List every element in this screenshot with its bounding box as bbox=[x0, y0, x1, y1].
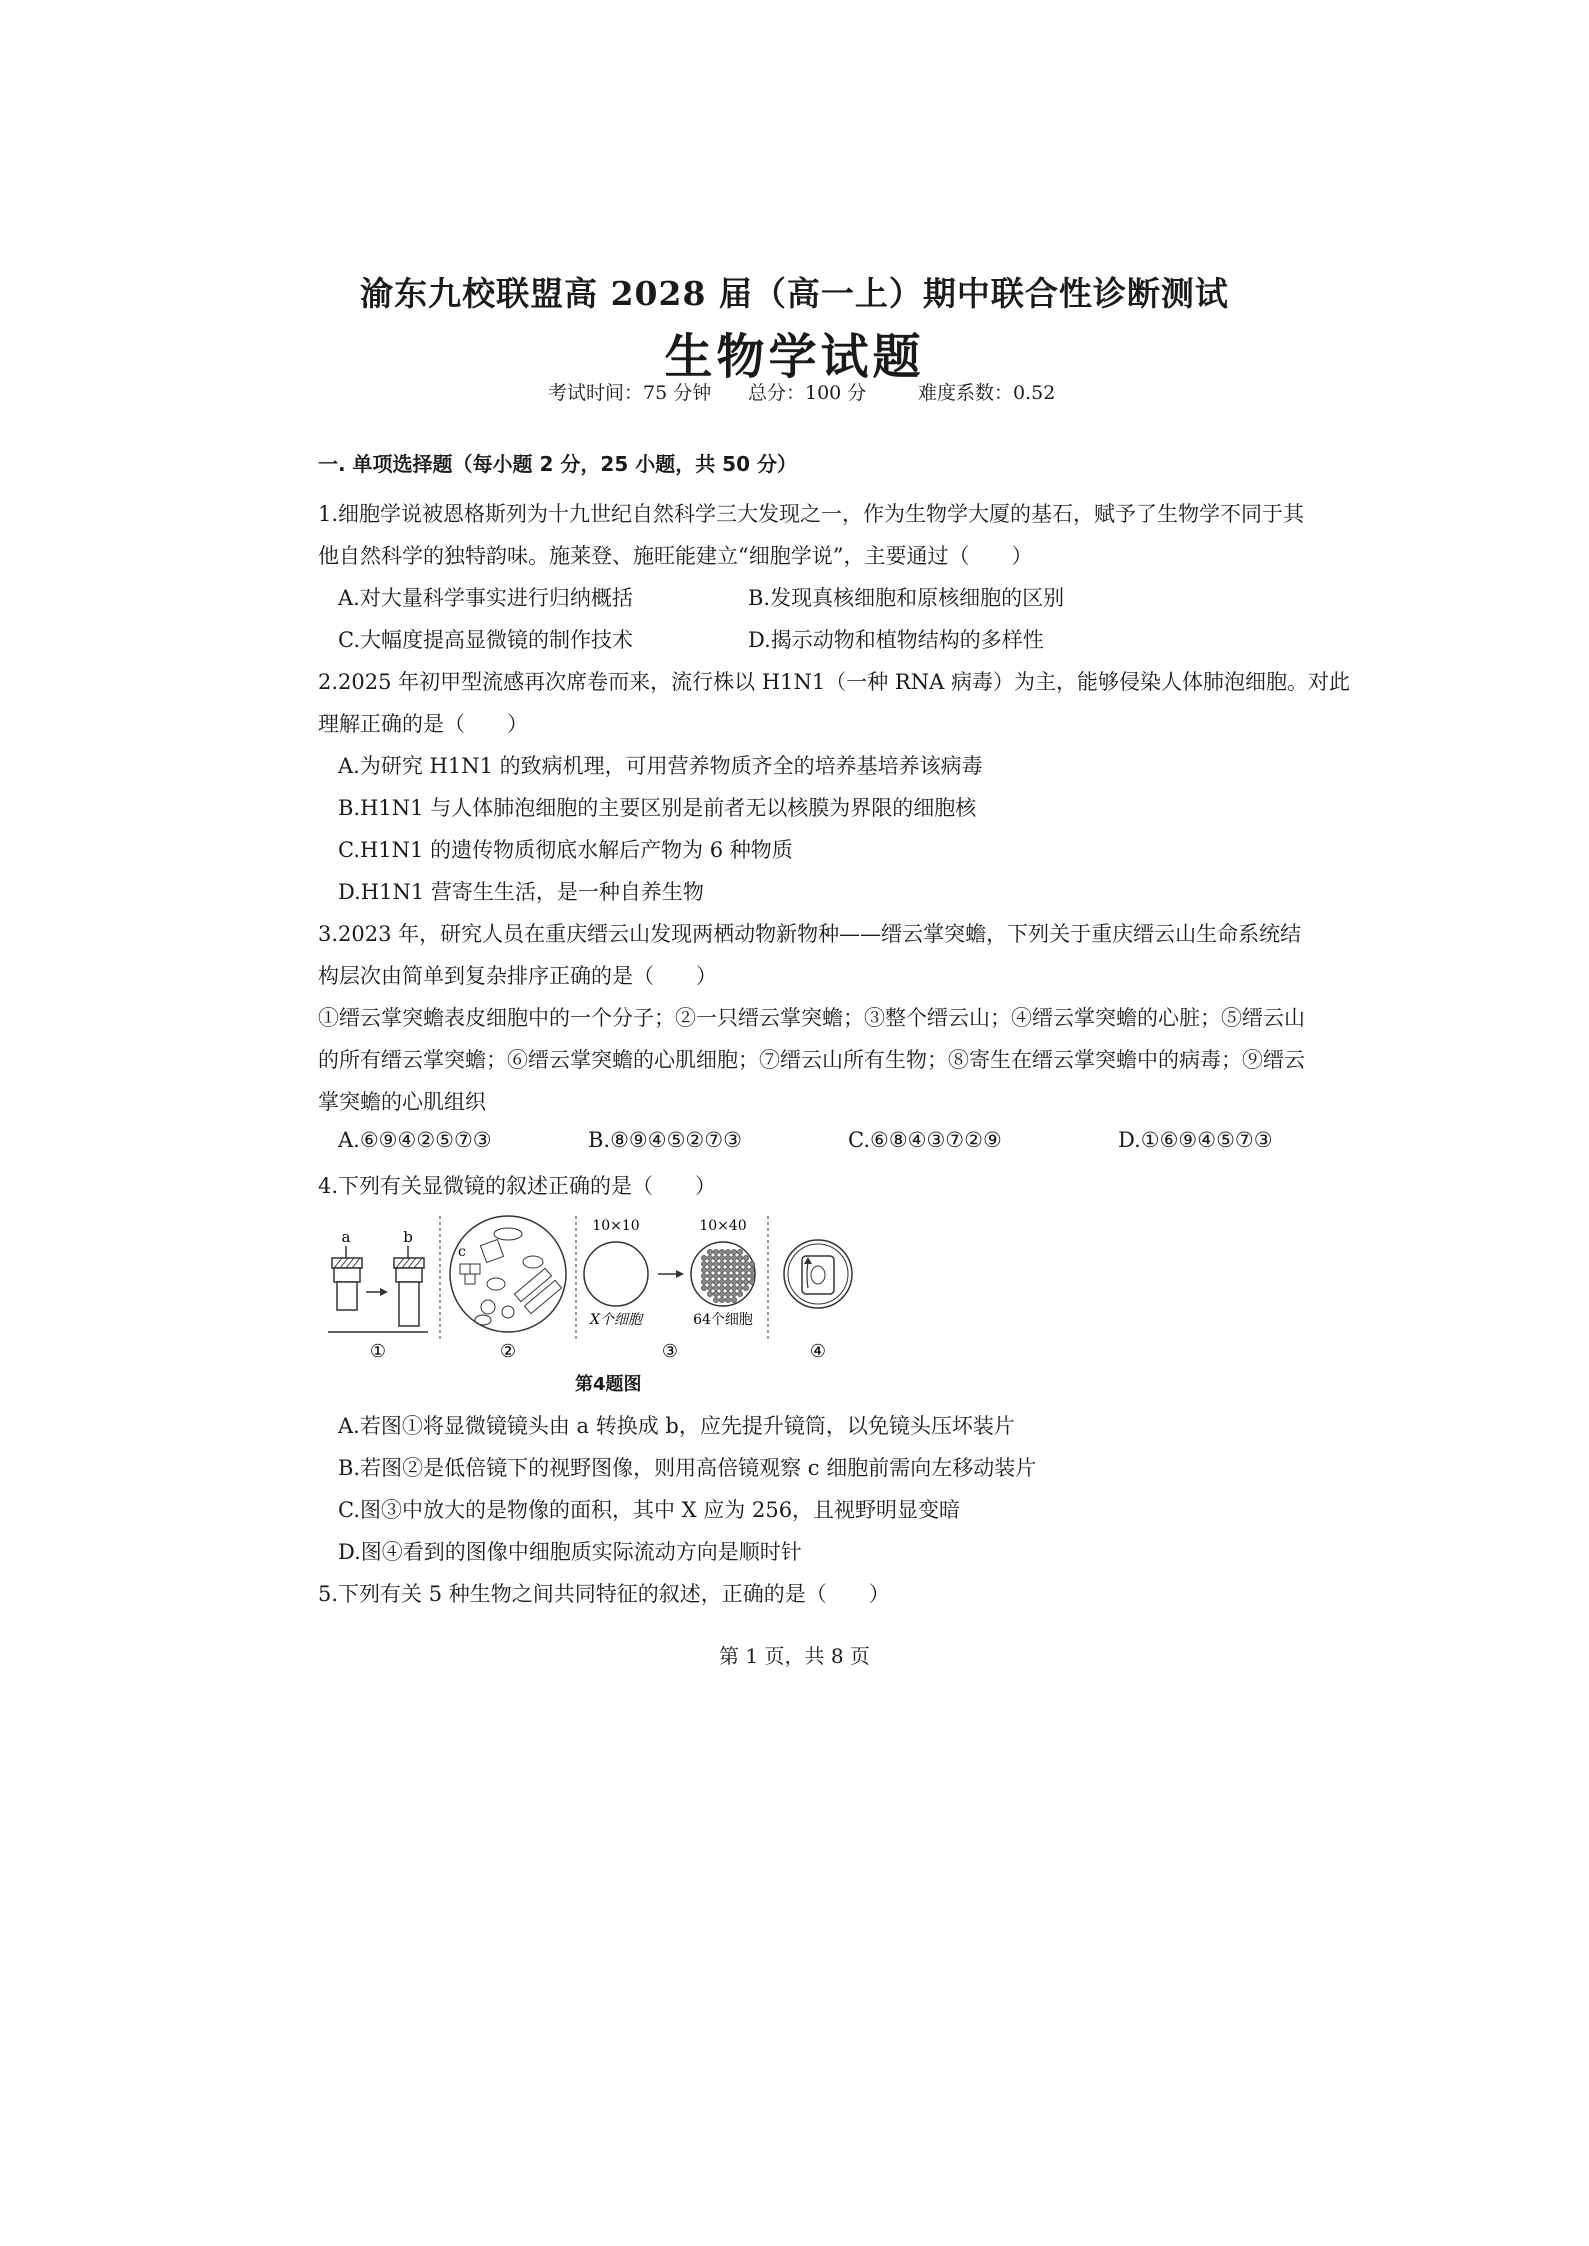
cell-dot bbox=[719, 1273, 724, 1278]
question-4-stem: 4.下列有关显微镜的叙述正确的是（ ） bbox=[318, 1174, 717, 1198]
question-3-line-3: ①缙云掌突蟾表皮细胞中的一个分子；②一只缙云掌突蟾；③整个缙云山；④缙云掌突蟾的心脏；⑤缙云山 bbox=[318, 1006, 1305, 1030]
cell-dot bbox=[749, 1273, 754, 1278]
cell-dot bbox=[737, 1291, 742, 1296]
subject-title: 生物学试题 bbox=[664, 329, 925, 385]
question-2-option-a: A.为研究 H1N1 的致病机理，可用营养物质齐全的培养基培养该病毒 bbox=[338, 754, 983, 778]
question-3-line-4: 的所有缙云掌突蟾；⑥缙云掌突蟾的心肌细胞；⑦缙云山所有生物；⑧寄生在缙云掌突蟾中的病毒；⑨缙云 bbox=[318, 1048, 1305, 1072]
mag-high-label: 10×40 bbox=[699, 1218, 747, 1234]
question-5-stem: 5.下列有关 5 种生物之间共同特征的叙述，正确的是（ ） bbox=[318, 1582, 890, 1606]
cell-dot bbox=[743, 1255, 748, 1260]
cell-dot bbox=[749, 1267, 754, 1272]
cell-dot bbox=[713, 1279, 718, 1284]
question-3-option-a: A.⑥⑨④②⑤⑦③ bbox=[338, 1128, 492, 1152]
panel-2-field-of-view bbox=[450, 1216, 566, 1362]
cell-dot bbox=[707, 1249, 712, 1254]
cell-dot bbox=[725, 1279, 730, 1284]
label-a: a bbox=[341, 1228, 351, 1246]
cell-dot bbox=[719, 1255, 724, 1260]
panel-4-cytoplasm-flow bbox=[784, 1240, 852, 1362]
cell-dot bbox=[731, 1297, 736, 1302]
question-1-option-a: A.对大量科学事实进行归纳概括 bbox=[338, 586, 633, 610]
cell-dot bbox=[737, 1279, 742, 1284]
question-3-option-c: C.⑥⑧④③⑦②⑨ bbox=[848, 1128, 1002, 1152]
cell-dot bbox=[725, 1291, 730, 1296]
question-3-line-5: 掌突蟾的心肌组织 bbox=[318, 1090, 486, 1114]
panel-2-label: ② bbox=[499, 1341, 517, 1362]
cell-dot bbox=[719, 1291, 724, 1296]
question-4-option-b: B.若图②是低倍镜下的视野图像，则用高倍镜观察 c 细胞前需向左移动装片 bbox=[338, 1456, 1037, 1480]
cell-dot bbox=[743, 1273, 748, 1278]
exam-time: 考试时间：75 分钟 bbox=[548, 382, 712, 404]
cell-dot bbox=[701, 1279, 706, 1284]
cell-dot bbox=[731, 1291, 736, 1296]
cell-dot bbox=[707, 1273, 712, 1278]
cell-dot bbox=[731, 1261, 736, 1266]
cell-dot bbox=[731, 1285, 736, 1290]
exam-difficulty: 难度系数：0.52 bbox=[918, 382, 1056, 404]
cell-dot bbox=[701, 1255, 706, 1260]
cell-dot bbox=[713, 1261, 718, 1266]
count-high-label: 64个细胞 bbox=[693, 1312, 753, 1328]
cell-dot bbox=[701, 1273, 706, 1278]
cell-dot bbox=[707, 1279, 712, 1284]
panel-4-label: ④ bbox=[809, 1341, 827, 1362]
cell-dot bbox=[713, 1285, 718, 1290]
question-2-option-c: C.H1N1 的遗传物质彻底水解后产物为 6 种物质 bbox=[338, 838, 793, 862]
panel-1-objectives bbox=[328, 1228, 428, 1362]
cell-dot bbox=[701, 1267, 706, 1272]
question-3-line-1: 3.2023 年，研究人员在重庆缙云山发现两栖动物新物种——缙云掌突蟾，下列关于重庆缙云山生命系统结 bbox=[318, 922, 1302, 946]
section-heading: 一. 单项选择题（每小题 2 分，25 小题，共 50 分） bbox=[318, 452, 797, 476]
exam-score: 总分：100 分 bbox=[748, 382, 867, 404]
question-2-option-b: B.H1N1 与人体肺泡细胞的主要区别是前者无以核膜为界限的细胞核 bbox=[338, 796, 977, 820]
cell-dot bbox=[731, 1279, 736, 1284]
cell-dot bbox=[719, 1285, 724, 1290]
cell-dot bbox=[743, 1261, 748, 1266]
cell-dot bbox=[719, 1267, 724, 1272]
cell-dot bbox=[725, 1255, 730, 1260]
cell-dot bbox=[719, 1249, 724, 1254]
cell-dot bbox=[731, 1267, 736, 1272]
cell-dot bbox=[725, 1273, 730, 1278]
question-3-line-2: 构层次由简单到复杂排序正确的是（ ） bbox=[318, 964, 717, 988]
cell-dot bbox=[731, 1249, 736, 1254]
cell-dot bbox=[713, 1297, 718, 1302]
cell-dot bbox=[719, 1279, 724, 1284]
cell-dot bbox=[737, 1255, 742, 1260]
cell-dot bbox=[731, 1255, 736, 1260]
question-4-option-c: C.图③中放大的是物像的面积，其中 X 应为 256，且视野明显变暗 bbox=[338, 1498, 961, 1522]
count-low-label: X个细胞 bbox=[590, 1312, 642, 1328]
question-3-option-d: D.①⑥⑨④⑤⑦③ bbox=[1118, 1128, 1273, 1152]
cell-dot bbox=[707, 1255, 712, 1260]
question-1-option-c: C.大幅度提高显微镜的制作技术 bbox=[338, 628, 633, 652]
cell-dot bbox=[743, 1285, 748, 1290]
cell-dot bbox=[749, 1261, 754, 1266]
exam-title: 渝东九校联盟高 2028 届（高一上）期中联合性诊断测试 bbox=[360, 274, 1229, 313]
cell-dot bbox=[737, 1273, 742, 1278]
cell-dot bbox=[701, 1261, 706, 1266]
cell-dot bbox=[737, 1249, 742, 1254]
microscope-figure bbox=[318, 1212, 878, 1362]
cell-dot bbox=[731, 1273, 736, 1278]
cell-dot bbox=[713, 1249, 718, 1254]
cell-dot bbox=[713, 1291, 718, 1296]
label-b: b bbox=[403, 1228, 413, 1246]
page-footer: 第 1 页，共 8 页 bbox=[719, 1644, 870, 1668]
cell-dot bbox=[707, 1285, 712, 1290]
cell-dot bbox=[713, 1267, 718, 1272]
cell-dot bbox=[737, 1261, 742, 1266]
cell-dot bbox=[701, 1285, 706, 1290]
cell-dot bbox=[725, 1285, 730, 1290]
cell-dot bbox=[743, 1279, 748, 1284]
cell-dot bbox=[707, 1291, 712, 1296]
figure-caption: 第4题图 bbox=[575, 1374, 642, 1395]
cell-dot bbox=[743, 1267, 748, 1272]
cell-dot bbox=[725, 1267, 730, 1272]
question-1-line-2: 他自然科学的独特韵味。施莱登、施旺能建立“细胞学说”，主要通过（ ） bbox=[318, 544, 1033, 568]
question-1-option-b: B.发现真核细胞和原核细胞的区别 bbox=[748, 586, 1065, 610]
cell-dot bbox=[719, 1261, 724, 1266]
cell-dot bbox=[719, 1297, 724, 1302]
cell-dot bbox=[737, 1267, 742, 1272]
cell-dot bbox=[737, 1285, 742, 1290]
cell-dot bbox=[749, 1279, 754, 1284]
question-2-line-1: 2.2025 年初甲型流感再次席卷而来，流行株以 H1N1（一种 RNA 病毒）为主，能够侵染人体肺泡细胞。对此 bbox=[318, 670, 1350, 694]
panel-1-label: ① bbox=[369, 1341, 387, 1362]
cell-dot bbox=[725, 1249, 730, 1254]
question-2-option-d: D.H1N1 营寄生生活，是一种自养生物 bbox=[338, 880, 704, 904]
question-4-option-a: A.若图①将显微镜镜头由 a 转换成 b，应先提升镜筒，以免镜头压坏装片 bbox=[338, 1414, 1015, 1438]
cell-dot bbox=[725, 1297, 730, 1302]
question-1-line-1: 1.细胞学说被恩格斯列为十九世纪自然科学三大发现之一，作为生物学大厦的基石，赋予了生物学不同于其 bbox=[318, 502, 1305, 526]
cell-dot bbox=[725, 1261, 730, 1266]
panel-3-label: ③ bbox=[661, 1341, 679, 1362]
question-2-line-2: 理解正确的是（ ） bbox=[318, 712, 528, 736]
cell-dot bbox=[707, 1267, 712, 1272]
cell-dot bbox=[713, 1273, 718, 1278]
question-1-option-d: D.揭示动物和植物结构的多样性 bbox=[748, 628, 1044, 652]
panel-3-magnification bbox=[584, 1218, 755, 1362]
cell-dot bbox=[713, 1255, 718, 1260]
label-c: c bbox=[458, 1244, 466, 1260]
question-3-option-b: B.⑧⑨④⑤②⑦③ bbox=[588, 1128, 742, 1152]
question-4-option-d: D.图④看到的图像中细胞质实际流动方向是顺时针 bbox=[338, 1540, 802, 1564]
mag-low-label: 10×10 bbox=[592, 1218, 640, 1234]
cell-dot bbox=[707, 1261, 712, 1266]
